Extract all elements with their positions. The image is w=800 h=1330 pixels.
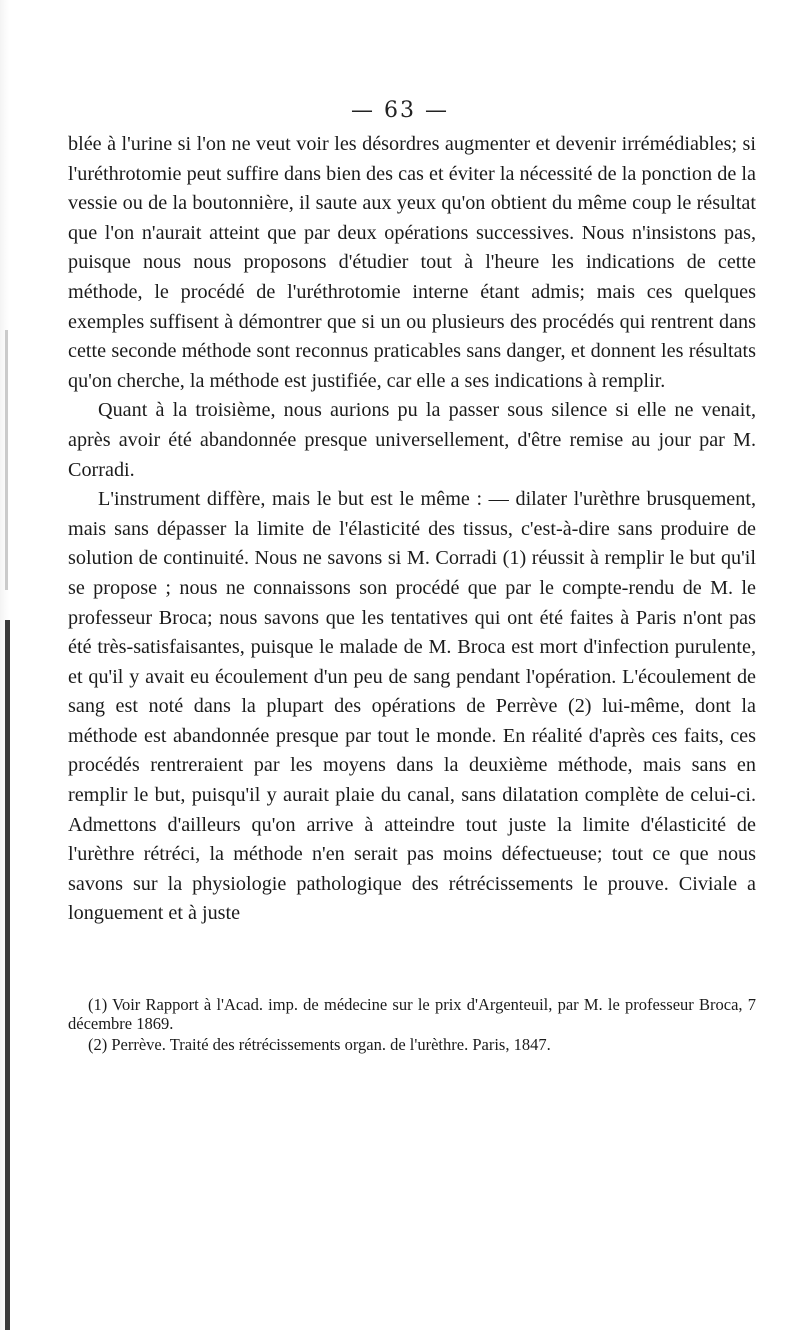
footnotes (68, 995, 756, 1056)
paragraph-3: L'instrument diffère, mais le but est le même : — dilater l'urèthre brusquement, mais sans dépasser la limite de l'élasticité des tissus, c'est-à-dire sans produire de solution de continuité. Nous ne savons si M. Corradi (1) réussit à remplir le but qu'il se propose ; nous ne connaissons son procédé que par le compte-rendu de M. le professeur Broca; nous savons que les tentatives qui ont été faites à Paris n'ont pas été très-satisfaisantes, puisque le malade de M. Broca est mort d'infection purulente, et qu'il y avait eu écoulement d'un peu de sang pendant l'opération. L'écoulement de sang est noté dans la plupart des opérations de Perrève (2) lui-même, dont la méthode est abandonnée presque par tout le monde. En réalité d'après ces faits, ces procédés rentreraient par les moyens dans la deuxième méthode, mais sans en remplir le but, puisqu'il y aurait plaie du canal, sans dilatation complète de celui-ci. Admettons d'ailleurs qu'on arrive à atteindre tout juste la limite d'élasticité de l'urèthre rétréci, la méthode n'en serait pas moins défectueuse; tout ce que nous savons sur la physiologie pathologique des rétrécissements le prouve. Civiale a longuement et à juste (68, 488, 756, 925)
body-text (68, 130, 756, 929)
page-number: — 63 — (351, 98, 449, 123)
footnote-2: (2) Perrève. Traité des rétrécissements organ. de l'urèthre. Paris, 1847. (88, 1035, 551, 1054)
binding-edge (5, 620, 10, 1330)
paragraph-1: blée à l'urine si l'on ne veut voir les désordres augmenter et devenir irrémédiables; si l'uréthrotomie peut suffire dans bien des cas et éviter la nécessité de la ponction de la vessie ou de la boutonnière, il saute aux yeux qu'on obtient du même coup le résultat que l'on n'aurait atteint que par deux opérations successives. Nous n'insistons pas, puisque nous nous proposons d'étudier tout à l'heure les indications de cette méthode, le procédé de l'uréthrotomie interne étant admis; mais ces quelques exemples suffisent à démontrer que si un ou plusieurs des procédés qui rentrent dans cette seconde méthode sont reconnus praticables sans danger, et donnent les résultats qu'on cherche, la méthode est justifiée, car elle a ses indications à remplir. (68, 133, 756, 392)
binding-edge-faint (5, 330, 8, 590)
footnote-1: (1) Voir Rapport à l'Acad. imp. de médecine sur le prix d'Argenteuil, par M. le professeur Broca, 7 décembre 1869. (68, 995, 756, 1033)
paragraph-2: Quant à la troisième, nous aurions pu la passer sous silence si elle ne venait, après avoir été abandonnée presque universellement, d'être remise au jour par M. Corradi. (68, 399, 756, 481)
